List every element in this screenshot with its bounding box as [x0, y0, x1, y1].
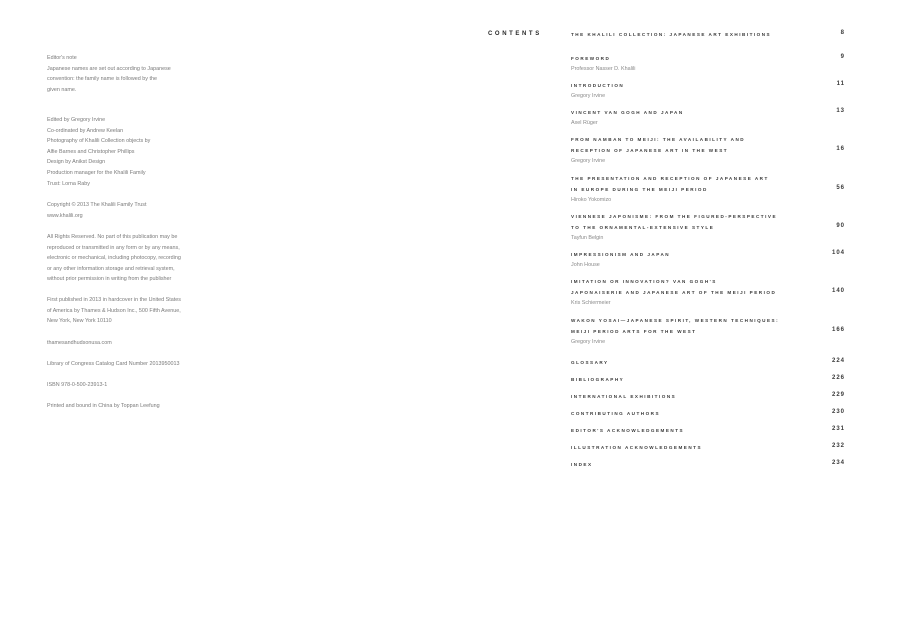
toc-entry-title: VIENNESE JAPONISME: FROM THE FIGURED-PERSPECTIVE TO THE ORNAMENTAL-EXTENSIVE STYLE	[571, 214, 778, 230]
toc-entry-page-number: 166	[831, 327, 845, 333]
toc-entry	[571, 30, 845, 41]
toc-entry-title: GLOSSARY	[571, 360, 609, 365]
toc-entry	[571, 460, 845, 471]
toc-entry-title: INTERNATIONAL EXHIBITIONS	[571, 394, 677, 399]
toc-entry-page-number: 16	[836, 146, 845, 152]
catalog-number: Library of Congress Catalog Card Number 2013950013	[47, 361, 180, 367]
toc-entry-title: IMITATION OR INNOVATION? VAN GOGH'S JAPONAISERIE AND JAPANESE ART OF THE MEIJI PERIOD	[571, 279, 777, 295]
toc-entry-title: INDEX	[571, 462, 593, 467]
toc-entry-page-number: 104	[831, 250, 845, 256]
printed-by: Printed and bound in China by Toppan Leefung	[47, 403, 160, 409]
toc-entry-title: ILLUSTRATION ACKNOWLEDGEMENTS	[571, 445, 703, 450]
toc-entry-page-number: 234	[831, 460, 845, 466]
toc-entry-page-number: 229	[831, 392, 845, 398]
toc-entry-page-number: 90	[836, 223, 845, 229]
toc-entry-page-number: 224	[831, 358, 845, 364]
toc-entry-title: FROM NAMBAN TO MEIJI: THE AVAILABILITY AND RECEPTION OF JAPANESE ART IN THE WEST	[571, 137, 746, 153]
toc-entry-author: Professor Nasser D. Khalili	[571, 65, 636, 72]
toc-entry	[571, 54, 845, 74]
toc-entry-author: Hiroko Yokomizo	[571, 196, 612, 203]
toc-entry-page-number: 140	[831, 288, 845, 294]
toc-entry	[571, 81, 845, 101]
toc-entry-page-number: 231	[831, 426, 845, 432]
toc-entry-title: INTRODUCTION	[571, 83, 625, 88]
first-published: First published in 2013 in hardcover in the United States of America by Thames & Hudson Inc., 500 Fifth Avenue, New York, New York 10110	[47, 297, 181, 325]
toc-entry	[571, 250, 845, 270]
toc-entry	[571, 392, 845, 403]
editors-note: Editor's note Japanese names are set out according to Japanese convention: the family name is followed by the given name.	[47, 55, 171, 93]
isbn: ISBN 978-0-500-23913-1	[47, 382, 108, 388]
toc-entry	[571, 174, 845, 205]
toc-entry	[571, 358, 845, 369]
toc-entry-author: Tayfun Belgin	[571, 234, 604, 241]
publisher-website: thamesandhudsonusa.com	[47, 340, 112, 346]
toc-entry-page-number: 9	[840, 54, 845, 60]
toc-entry-title: BIBLIOGRAPHY	[571, 377, 625, 382]
toc-entry-author: Gregory Irvine	[571, 92, 606, 99]
toc-entry-title: EDITOR'S ACKNOWLEDGEMENTS	[571, 428, 685, 433]
toc-entry-author: John House	[571, 261, 600, 268]
toc-entry	[571, 409, 845, 420]
copyright: Copyright © 2013 The Khalili Family Trust www.khalili.org	[47, 202, 147, 219]
toc-entry-page-number: 11	[836, 81, 845, 87]
toc-entry	[571, 108, 845, 128]
toc-entry-author: Kris Schiermeier	[571, 299, 611, 306]
rights-notice: All Rights Reserved. No part of this publication may be reproduced or transmitted in any form or by any means, electronic or mechanical, including photocopy, recording or any other information storage and retrieval system, without prior permission in writing from the publisher	[47, 234, 181, 283]
toc-entry-page-number: 226	[831, 375, 845, 381]
toc-entry	[571, 277, 845, 308]
toc-entry-title: THE KHALILI COLLECTION: JAPANESE ART EXHIBITIONS	[571, 32, 772, 37]
toc-entry-page-number: 56	[836, 185, 845, 191]
toc-entry	[571, 135, 845, 166]
toc-entry-page-number: 232	[831, 443, 845, 449]
toc-entry-title: CONTRIBUTING AUTHORS	[571, 411, 661, 416]
credits: Edited by Gregory Irvine Co-ordinated by Andrew Keelan Photography of Khalili Collection objects by Alfie Barnes and Christopher Phillips Design by Anikst Design Production manager for the Khalili Family Trust: Lorna Raby	[47, 117, 151, 187]
contents-heading: CONTENTS	[488, 31, 542, 37]
toc-entry-author: Gregory Irvine	[571, 157, 606, 164]
toc-entry-title: VINCENT VAN GOGH AND JAPAN	[571, 110, 684, 115]
toc-entry	[571, 212, 845, 243]
toc-entry-author: Axel Rüger	[571, 119, 598, 126]
toc-entry-title: FOREWORD	[571, 56, 611, 61]
toc-entry-title: THE PRESENTATION AND RECEPTION OF JAPANESE ART IN EUROPE DURING THE MEIJI PERIOD	[571, 176, 769, 192]
toc-entry-title: WAKON YOSAI—JAPANESE SPIRIT, WESTERN TECHNIQUES: MEIJI PERIOD ARTS FOR THE WEST	[571, 318, 780, 334]
toc-entry	[571, 375, 845, 386]
toc-entry-page-number: 8	[840, 30, 845, 36]
toc-entry-page-number: 230	[831, 409, 845, 415]
toc-entry	[571, 426, 845, 437]
toc-entry	[571, 316, 845, 347]
toc-entry	[571, 443, 845, 454]
toc-entry-page-number: 13	[836, 108, 845, 114]
toc-entry-author: Gregory Irvine	[571, 338, 606, 345]
toc-entry-title: IMPRESSIONISM AND JAPAN	[571, 252, 671, 257]
